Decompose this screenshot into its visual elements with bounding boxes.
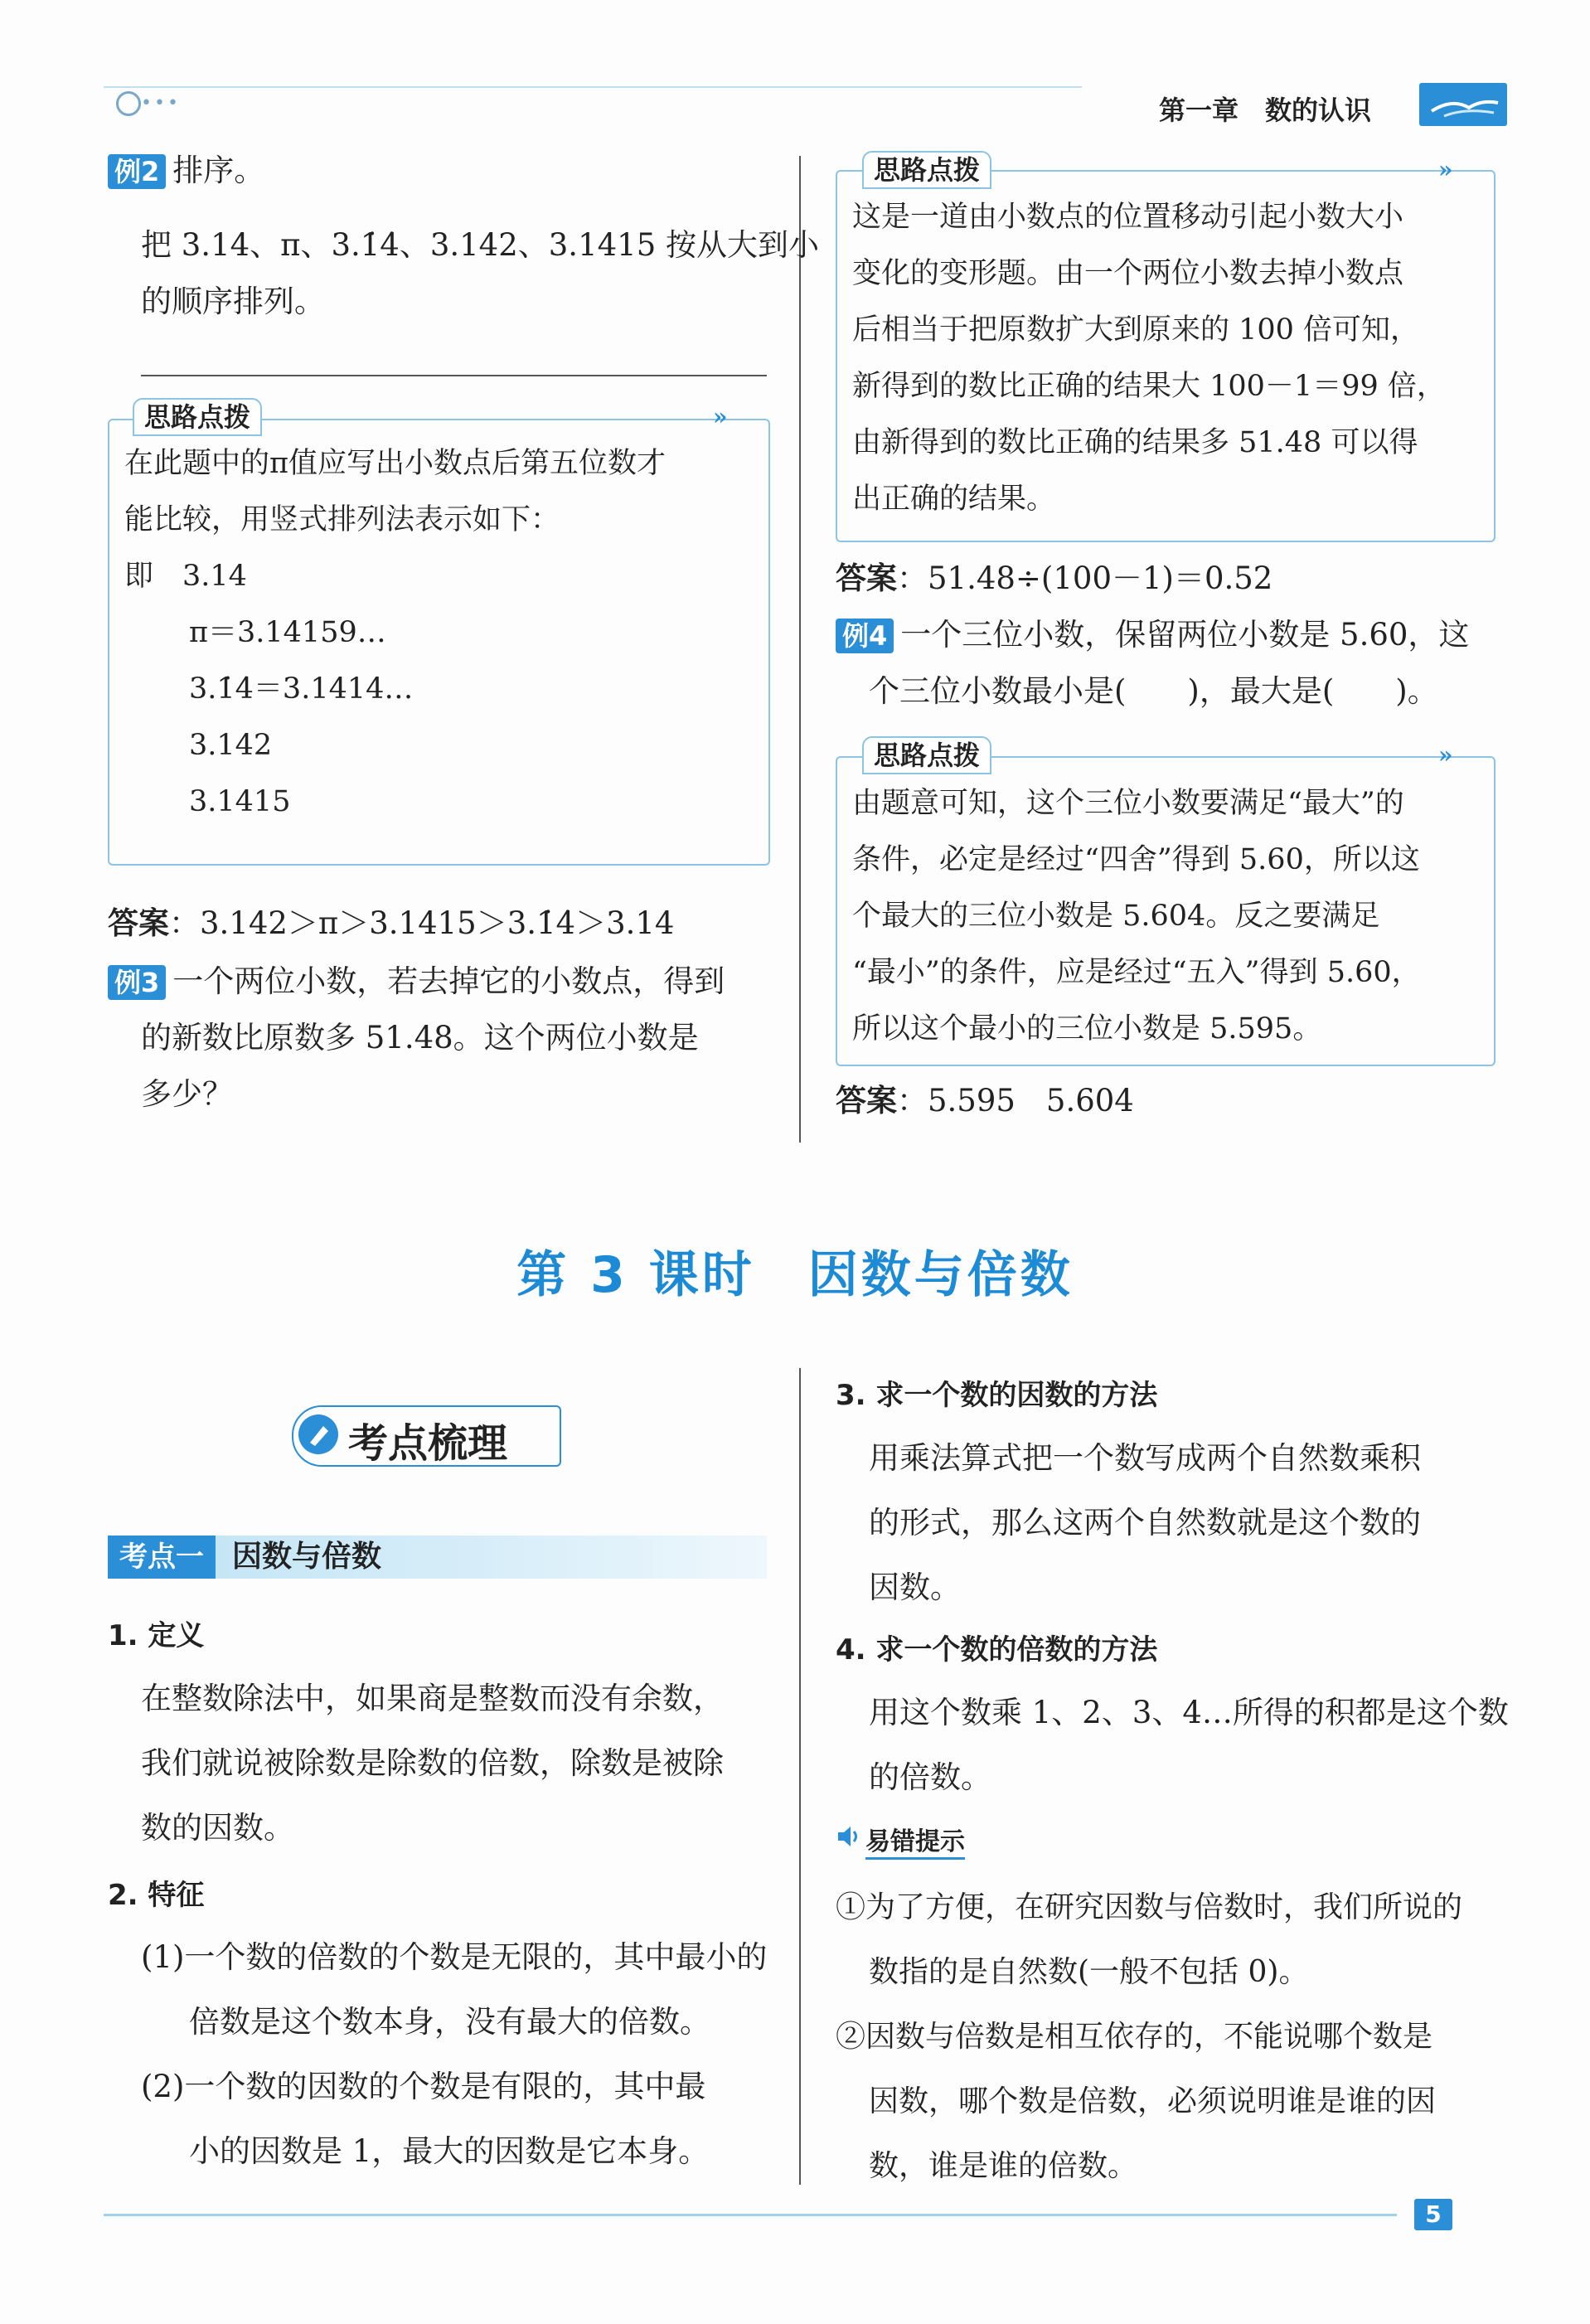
hint-line: 变化的变形题。由一个两位小数去掉小数点 (852, 257, 1404, 290)
method-line: 的倍数。 (869, 1759, 991, 1795)
section-multiple-method: 4. 求一个数的倍数的方法 (836, 1633, 1158, 1667)
chapter-title: 第一章 数的认识 (1159, 95, 1372, 126)
example-3-line3: 多少？ (141, 1076, 233, 1112)
chevron-right-icon: » (713, 403, 728, 430)
hint-line: 在此题中的π值应写出小数点后第五位数才 (124, 447, 667, 480)
hint-title: 思路点拨 (862, 736, 991, 774)
section-features: 2. 特征 (108, 1879, 205, 1912)
answer-text: ：51.48÷(100－1)＝0.52 (897, 560, 1273, 596)
topic-label: 考点一 (108, 1536, 216, 1579)
example-label: 例4 (836, 619, 894, 653)
example-label: 例3 (108, 965, 166, 1000)
speaker-icon (836, 1824, 860, 1849)
column-divider (799, 156, 801, 1143)
answer-text: ：3.142＞π＞3.1415＞3.1̇4̇＞3.14 (169, 905, 675, 941)
column-divider (799, 1368, 801, 2185)
hint-line: 由新得到的数比正确的结果多 51.48 可以得 (852, 426, 1418, 459)
definition-line: 我们就说被除数是除数的倍数，除数是被除 (141, 1745, 724, 1781)
answer-3 (836, 551, 1272, 607)
section-factor-method: 3. 求一个数的因数的方法 (836, 1379, 1158, 1412)
hint-1-text (124, 435, 666, 830)
definition-text (141, 1667, 724, 1861)
tip-title: 易错提示 (865, 1821, 965, 1860)
chevron-right-icon: » (1438, 741, 1453, 769)
lesson-title: 第 3 课时 因数与倍数 (516, 1246, 1074, 1304)
tip-line: 数，谁是谁的倍数。 (869, 2149, 1138, 2183)
example-text: 一个两位小数，若去掉它的小数点，得到 (172, 963, 725, 999)
factor-method-text (869, 1426, 1421, 1620)
answer-2 (108, 895, 674, 952)
tip-line: ②因数与倍数是相互依存的，不能说哪个数是 (836, 2020, 1433, 2054)
tip-line: 因数，哪个数是倍数，必须说明谁是谁的因 (869, 2084, 1437, 2118)
hint-title: 思路点拨 (133, 398, 262, 436)
hint-line: 3.142 (189, 729, 273, 762)
hint-line: “最小”的条件，应是经过“五入”得到 5.60， (852, 956, 1421, 989)
hint-line: π＝3.14159… (189, 616, 386, 649)
example-label: 例2 (108, 154, 166, 189)
header-dots: ••• (141, 93, 181, 114)
page-number: 5 (1414, 2199, 1452, 2230)
example-text: 一个三位小数，保留两位小数是 5.60，这 (900, 617, 1470, 653)
hint-line: 条件，必定是经过“四舍”得到 5.60，所以这 (852, 843, 1420, 876)
hint-line: 3.1415 (189, 785, 291, 818)
example-2-line2: 的顺序排列。 (141, 284, 325, 319)
example-2-line1: 把 3.14、π、3.1̇4̇、3.142、3.1415 按从大到小 (141, 227, 819, 263)
tip-line: 数指的是自然数(一般不包括 0)。 (869, 1955, 1309, 1989)
method-line: 因数。 (869, 1570, 961, 1605)
feature-line: (1)一个数的倍数的个数是无限的，其中最小的 (141, 1939, 768, 1975)
kaodian-title: 考点梳理 (348, 1420, 508, 1467)
answer-text: ：5.595 5.604 (897, 1083, 1134, 1118)
answer-label: 答案 (836, 1083, 897, 1118)
hint-line: 这是一道由小数点的位置移动引起小数大小 (852, 201, 1404, 234)
feature-line: 小的因数是 1，最大的因数是它本身。 (189, 2133, 710, 2169)
magnifier-icon (116, 91, 141, 116)
tip-line: ①为了方便，在研究因数与倍数时，我们所说的 (836, 1890, 1463, 1924)
answer-4 (836, 1073, 1134, 1129)
pencil-icon (298, 1414, 338, 1454)
hint-line: 所以这个最小的三位小数是 5.595。 (852, 1012, 1322, 1046)
features-text (141, 1925, 767, 2184)
hint-line: 3.1̇4̇＝3.1414… (189, 672, 414, 706)
hint-line: 能比较，用竖式排列法表示如下： (124, 503, 560, 536)
definition-line: 在整数除法中，如果商是整数而没有余数， (141, 1681, 724, 1716)
hint-line: 个最大的三位小数是 5.604。反之要满足 (852, 900, 1380, 933)
hint-4-text (852, 775, 1421, 1057)
example-title: 排序。 (172, 153, 265, 188)
topic-text: 因数与倍数 (232, 1540, 382, 1574)
answer-label: 答案 (108, 905, 169, 941)
bird-logo-icon (1419, 83, 1507, 126)
header-bar (104, 86, 1082, 118)
section-definition: 1. 定义 (108, 1619, 205, 1652)
method-line: 的形式，那么这两个自然数就是这个数的 (869, 1505, 1421, 1540)
chevron-right-icon: » (1438, 156, 1453, 183)
definition-line: 数的因数。 (141, 1810, 294, 1846)
feature-line: 倍数是这个数本身，没有最大的倍数。 (189, 2004, 710, 2040)
hint-line: 新得到的数比正确的结果大 100－1＝99 倍， (852, 370, 1446, 403)
method-line: 用乘法算式把一个数写成两个自然数乘积 (869, 1440, 1421, 1476)
method-line: 用这个数乘 1、2、3、4…所得的积都是这个数 (869, 1695, 1509, 1730)
answer-line (141, 375, 767, 376)
feature-line: (2)一个数的因数的个数是有限的，其中最 (141, 2069, 706, 2104)
multiple-method-text (869, 1681, 1509, 1810)
hint-line: 由题意可知，这个三位小数要满足“最大”的 (852, 787, 1404, 820)
hint-line: 后相当于把原数扩大到原来的 100 倍可知， (852, 313, 1420, 347)
hint-3-text (852, 189, 1446, 527)
hint-line: 即 3.14 (124, 560, 247, 593)
example-4 (836, 607, 1469, 663)
example-4-line2: 个三位小数最小是( )，最大是( )。 (869, 673, 1438, 709)
answer-label: 答案 (836, 560, 897, 596)
hint-title: 思路点拨 (862, 151, 991, 189)
tip-text (836, 1875, 1462, 2199)
footer-line (104, 2214, 1397, 2216)
hint-line: 出正确的结果。 (852, 483, 1056, 516)
example-3-line2: 的新数比原数多 51.48。这个两位小数是 (141, 1020, 699, 1055)
example-2 (108, 143, 264, 199)
example-3 (108, 953, 725, 1010)
